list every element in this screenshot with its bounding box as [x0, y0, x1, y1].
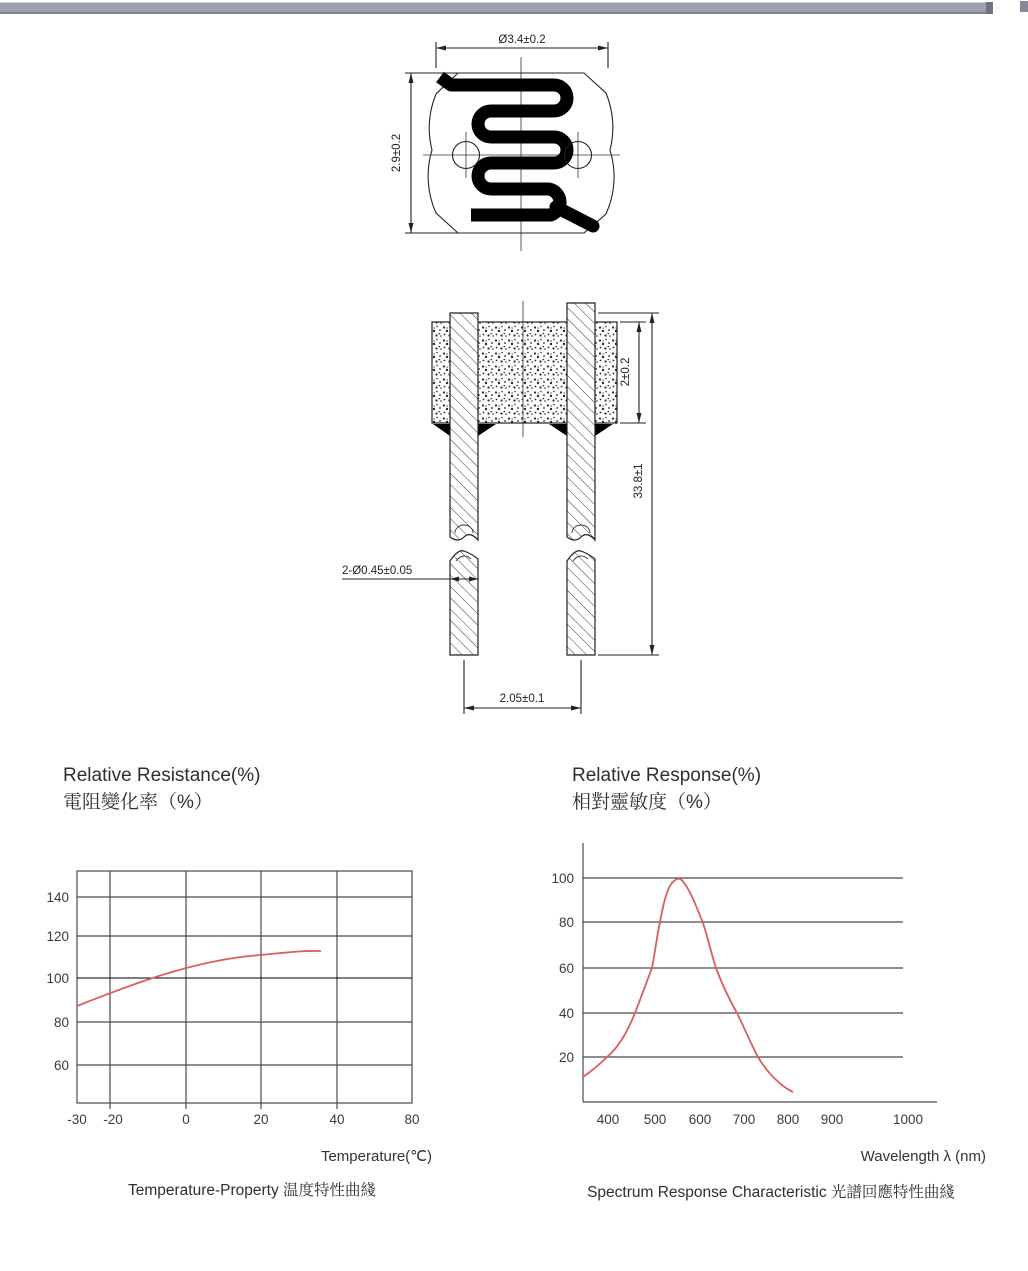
x-tick: 400: [596, 1112, 620, 1127]
y-tick: 100: [551, 871, 574, 886]
y-tick: 140: [46, 890, 69, 905]
temperature-x-axis-label: Temperature(℃): [320, 1148, 432, 1165]
horizontal-scrollbar-end-cap: [986, 2, 993, 14]
spectrum-chart-caption: Spectrum Response Characteristic 光譜回應特性曲綫: [587, 1184, 955, 1201]
x-tick: 20: [253, 1112, 269, 1127]
top-view-height-dimension: [391, 73, 458, 233]
temperature-chart-title-en: Relative Resistance(%): [63, 765, 261, 786]
spectrum-chart-grid: [583, 843, 937, 1102]
lead-spacing-dim-label: 2.05±0.1: [499, 693, 545, 705]
spectrum-x-axis-label: Wavelength λ (nm): [860, 1148, 986, 1165]
x-tick: 500: [643, 1112, 667, 1127]
temperature-chart-caption: Temperature-Property 温度特性曲綫: [127, 1182, 377, 1199]
temperature-chart: [46, 765, 432, 1199]
body-height-dimension: [620, 322, 646, 423]
y-tick: 60: [53, 1058, 69, 1073]
top-view-width-dim-label: Ø3.4±0.2: [498, 34, 546, 46]
y-tick: 100: [46, 971, 69, 986]
spectrum-chart-x-tick-labels: [597, 1112, 923, 1127]
side-view-drawing: [342, 301, 659, 714]
spectrum-chart-y-tick-labels: [551, 871, 574, 1065]
spectrum-chart-title-en: Relative Response(%): [572, 765, 762, 786]
x-tick: 700: [732, 1112, 756, 1127]
horizontal-scrollbar-thumb[interactable]: [0, 2, 986, 14]
x-tick: 0: [182, 1112, 190, 1127]
temperature-chart-grid: [77, 871, 412, 1109]
scrollbar-corner: [1020, 1, 1028, 12]
spectrum-chart-title-zh: 相對靈敏度（%）: [572, 792, 722, 813]
lead-diameter-dim-label: 2-Ø0.45±0.05: [342, 565, 413, 577]
x-tick: -20: [103, 1112, 123, 1127]
y-tick: 80: [558, 915, 574, 930]
y-tick: 80: [53, 1015, 69, 1030]
y-tick: 40: [558, 1006, 574, 1021]
left-lead: [450, 313, 478, 655]
x-tick: 80: [404, 1112, 420, 1127]
lead-spacing-dimension: [464, 660, 581, 714]
x-tick: -30: [67, 1112, 87, 1127]
temperature-chart-x-tick-labels: [67, 1112, 419, 1127]
y-tick: 60: [558, 961, 574, 976]
x-tick: 40: [329, 1112, 345, 1127]
serpentine-track: [440, 77, 593, 226]
spectrum-curve: [583, 879, 793, 1092]
y-tick: 20: [558, 1050, 574, 1065]
x-tick: 900: [820, 1112, 844, 1127]
x-tick: 1000: [892, 1112, 924, 1127]
body-height-dim-label: 2±0.2: [620, 357, 632, 387]
x-tick: 600: [688, 1112, 712, 1127]
x-tick: 800: [776, 1112, 800, 1127]
y-tick: 120: [46, 929, 69, 944]
total-length-dim-label: 33.8±1: [633, 463, 645, 499]
temperature-chart-y-tick-labels: [46, 890, 69, 1073]
top-view-drawing: [391, 34, 620, 251]
temperature-chart-title-zh: 電阻變化率（%）: [63, 792, 213, 813]
top-view-height-dim-label: 2.9±0.2: [391, 133, 403, 173]
top-view-width-dimension: [436, 34, 608, 68]
right-lead: [567, 303, 595, 655]
spectrum-chart: [551, 765, 986, 1201]
